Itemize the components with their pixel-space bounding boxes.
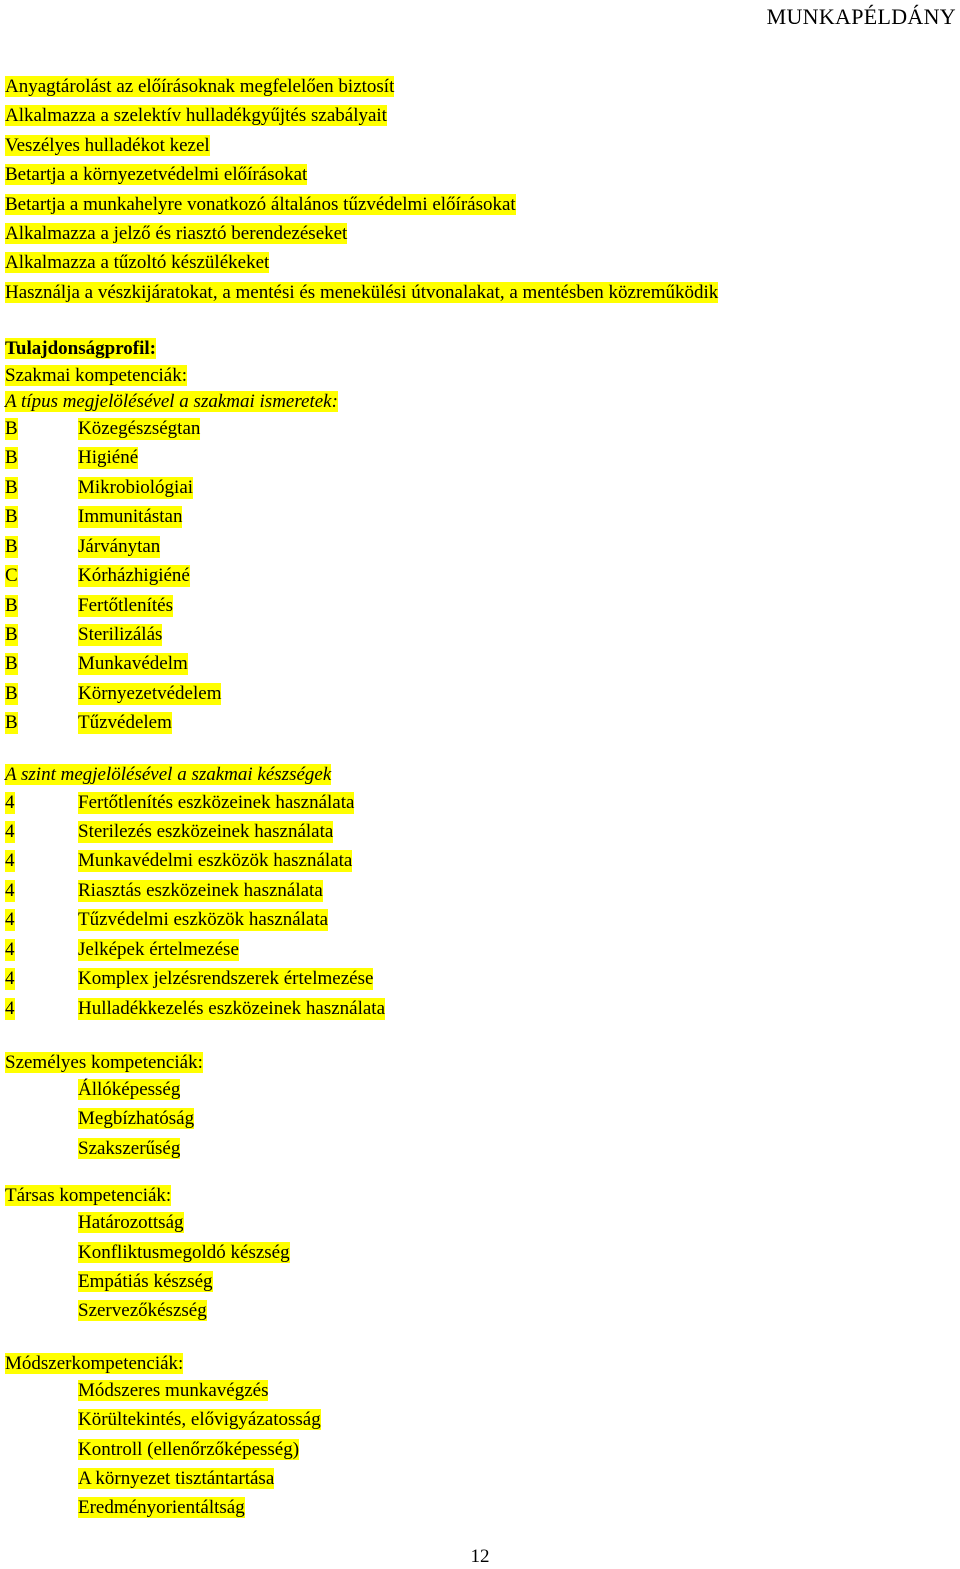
intro-line: Betartja a környezetvédelmi előírásokat bbox=[5, 164, 308, 185]
personal-heading: Személyes kompetenciák: bbox=[5, 1052, 203, 1073]
intro-line: Veszélyes hulladékot kezel bbox=[5, 135, 210, 156]
page-number: 12 bbox=[470, 1546, 490, 1567]
social-item: Empátiás készség bbox=[78, 1271, 213, 1292]
personal-item: Állóképesség bbox=[78, 1079, 181, 1100]
social-item: Határozottság bbox=[78, 1212, 184, 1233]
personal-item: Szakszerűség bbox=[78, 1138, 181, 1159]
knowledge-heading: A típus megjelölésével a szakmai ismeretek: bbox=[5, 391, 338, 412]
intro-line: Alkalmazza a tűzoltó készülékeket bbox=[5, 252, 270, 273]
professional-heading: Szakmai kompetenciák: bbox=[5, 365, 188, 386]
profile-title: Tulajdonságprofil: bbox=[5, 338, 156, 359]
social-item: Szervezőkészség bbox=[78, 1300, 207, 1321]
intro-line: Használja a vészkijáratokat, a mentési és menekülési útvonalakat, a mentésben közreműködik bbox=[5, 282, 719, 303]
personal-item: Megbízhatóság bbox=[78, 1108, 195, 1129]
method-item: Módszeres munkavégzés bbox=[78, 1380, 269, 1401]
social-heading: Társas kompetenciák: bbox=[5, 1185, 172, 1206]
method-item: Kontroll (ellenőrzőképesség) bbox=[78, 1439, 300, 1460]
intro-line: Anyagtárolást az előírásoknak megfelelően biztosít bbox=[5, 76, 395, 97]
document-stamp: MUNKAPÉLDÁNY bbox=[766, 4, 956, 29]
method-item: A környezet tisztántartása bbox=[78, 1468, 275, 1489]
social-item: Konfliktusmegoldó készség bbox=[78, 1242, 290, 1263]
intro-line: Alkalmazza a jelző és riasztó berendezéseket bbox=[5, 223, 348, 244]
intro-line: Alkalmazza a szelektív hulladékgyűjtés szabályait bbox=[5, 105, 387, 126]
method-item: Eredményorientáltság bbox=[78, 1497, 245, 1518]
intro-line: Betartja a munkahelyre vonatkozó általános tűzvédelmi előírásokat bbox=[5, 194, 516, 215]
method-heading: Módszerkompetenciák: bbox=[5, 1353, 184, 1374]
method-item: Körültekintés, elővigyázatosság bbox=[78, 1409, 321, 1430]
skills-heading: A szint megjelölésével a szakmai készségek bbox=[5, 764, 332, 785]
